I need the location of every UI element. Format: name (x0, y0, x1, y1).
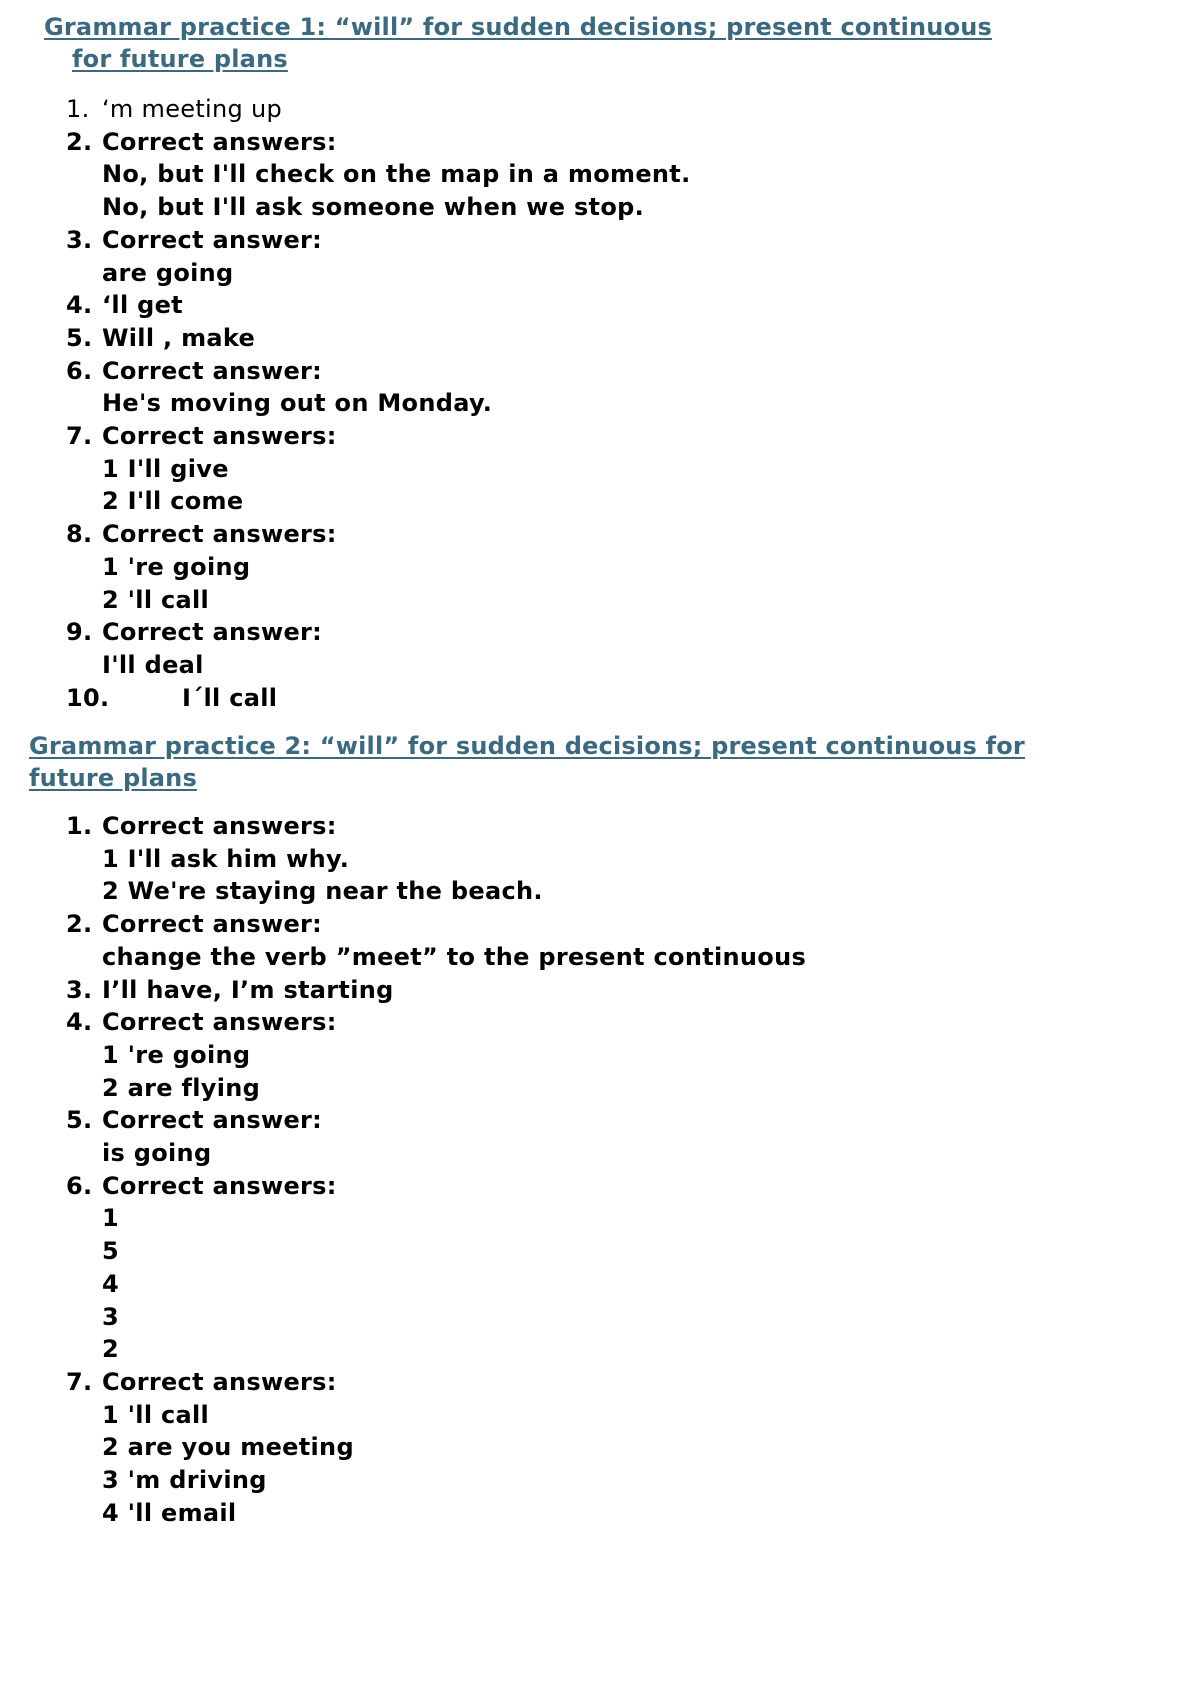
answer-number: 9. (66, 618, 93, 647)
section-title-line: Grammar practice 2: “will” for sudden decisions; present continuous for (29, 732, 1025, 760)
answer-body (102, 810, 543, 908)
answer-label: Correct answers: (102, 1171, 337, 1200)
answer-text: 1 I'll ask him why. (102, 844, 350, 873)
answer-body (102, 93, 282, 126)
answer-text: 2 'll call (102, 585, 210, 614)
answer-body (102, 1170, 337, 1366)
answer-number: 6. (66, 356, 93, 385)
answer-body (102, 126, 691, 224)
answer-body (102, 974, 394, 1007)
answer-text: 4 (102, 1269, 119, 1298)
answer-text: He's moving out on Monday. (102, 389, 493, 418)
answer-body (102, 224, 322, 289)
answer-number: 4. (66, 1008, 93, 1037)
section-title-line: Grammar practice 1: “will” for sudden decisions; present continuous (44, 13, 993, 41)
answer-item (66, 126, 691, 224)
answer-label: Correct answers: (102, 127, 337, 156)
answer-text: 2 I'll come (102, 487, 244, 516)
answer-text: are going (102, 258, 234, 287)
answer-item (66, 420, 691, 518)
answer-number: 8. (66, 520, 93, 549)
answer-text: 1 I'll give (102, 454, 229, 483)
answer-body (102, 1366, 354, 1530)
answer-item (66, 810, 806, 908)
answer-label: Correct answer: (102, 225, 323, 254)
answer-body (102, 908, 806, 973)
answer-item (66, 908, 806, 973)
answer-item (66, 224, 691, 289)
answer-body (102, 1006, 337, 1104)
answer-label: Correct answers: (102, 1367, 337, 1396)
answer-item (66, 518, 691, 616)
section-title-grammar-practice-1 (44, 11, 992, 75)
answer-number: 5. (66, 1106, 93, 1135)
answer-number: 7. (66, 422, 93, 451)
answer-text: 2 We're staying near the beach. (102, 877, 543, 906)
answer-text: ‘ll get (102, 291, 183, 320)
answer-number: 4. (66, 291, 93, 320)
answer-text: I’ll have, I’m starting (102, 975, 394, 1004)
answer-item (66, 355, 691, 420)
answer-number: 3. (66, 975, 93, 1004)
answer-list-practice-2 (66, 810, 806, 1529)
section-title-line: future plans (29, 764, 197, 792)
answer-text: 2 are you meeting (102, 1433, 354, 1462)
answer-body (102, 616, 322, 681)
answer-number: 1. (66, 812, 93, 840)
answer-label: Correct answer: (102, 356, 323, 385)
answer-number: 5. (66, 323, 93, 352)
section-title-grammar-practice-2 (29, 730, 1025, 794)
answer-item (66, 93, 691, 126)
answer-item (66, 682, 691, 715)
answer-label: Correct answer: (102, 618, 323, 647)
answer-body (102, 355, 492, 420)
answer-text: 2 (102, 1335, 119, 1364)
answer-number: 7. (66, 1367, 93, 1396)
answer-body (102, 289, 183, 322)
answer-number: 2. (66, 127, 93, 156)
answer-number: 3. (66, 225, 93, 254)
answer-text: I´ll call (182, 683, 278, 712)
answer-item (66, 1366, 806, 1530)
answer-label: Correct answer: (102, 910, 323, 939)
answer-text: 4 'll email (102, 1498, 237, 1527)
answer-label: Correct answer: (102, 1106, 323, 1135)
answer-item (66, 1170, 806, 1366)
answer-text: 3 'm driving (102, 1466, 267, 1495)
answer-item (66, 616, 691, 681)
answer-number: 1. (66, 95, 90, 123)
answer-item (66, 974, 806, 1007)
answer-list-practice-1 (66, 93, 691, 714)
answer-text: Will , make (102, 323, 256, 352)
answer-text: ‘m meeting up (102, 95, 283, 123)
answer-body (102, 518, 337, 616)
answer-label: Correct answers: (102, 812, 337, 840)
answer-text: No, but I'll ask someone when we stop. (102, 193, 645, 222)
answer-text: change the verb ”meet” to the present continuous (102, 942, 807, 971)
answer-text: 1 'll call (102, 1400, 210, 1429)
answer-text: 2 are flying (102, 1073, 261, 1102)
answer-item (66, 289, 691, 322)
section-title-line: for future plans (72, 45, 288, 73)
answer-item (66, 322, 691, 355)
answer-text: 5 (102, 1237, 119, 1266)
answer-text: 1 're going (102, 552, 251, 581)
answer-body (102, 322, 255, 355)
answer-body (102, 1104, 322, 1169)
answer-number: 10. (66, 683, 110, 712)
answer-text: is going (102, 1139, 212, 1168)
answer-body (102, 420, 337, 518)
answer-number: 2. (66, 910, 93, 939)
answer-text: 1 (102, 1204, 119, 1233)
answer-label: Correct answers: (102, 1008, 337, 1037)
answer-label: Correct answers: (102, 520, 337, 549)
answer-text: I'll deal (102, 650, 204, 679)
answer-text: No, but I'll check on the map in a moment. (102, 160, 691, 189)
answer-item (66, 1006, 806, 1104)
answer-text: 1 're going (102, 1040, 251, 1069)
answer-label: Correct answers: (102, 422, 337, 451)
answer-body (182, 682, 277, 715)
answer-number: 6. (66, 1171, 93, 1200)
answer-item (66, 1104, 806, 1169)
answer-text: 3 (102, 1302, 119, 1331)
